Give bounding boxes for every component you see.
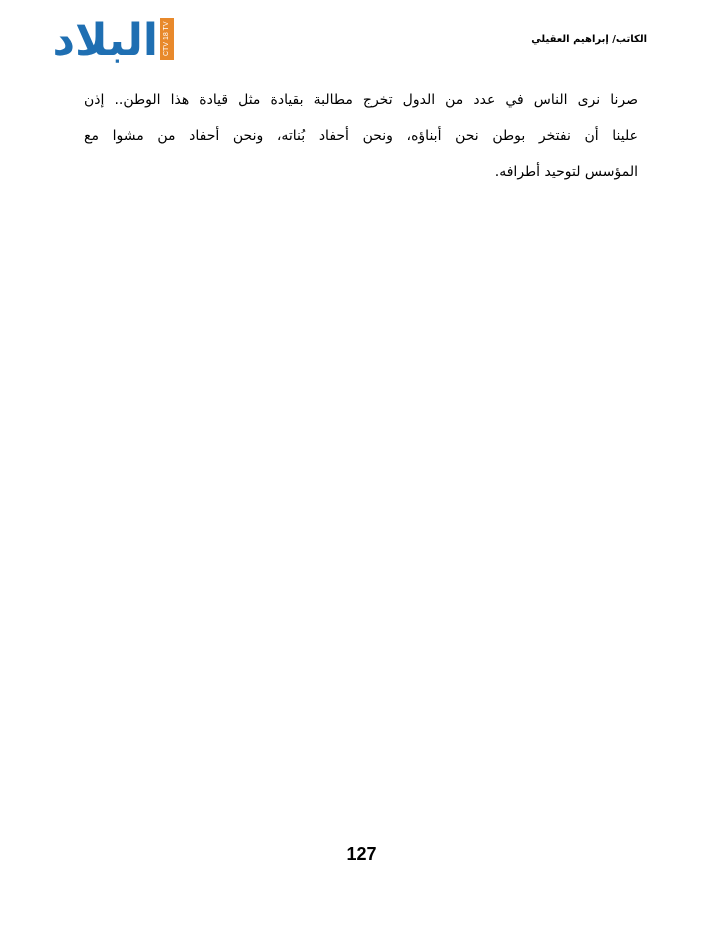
logo-wordmark: البلاد: [52, 15, 158, 66]
paragraph-line: المؤسس لتوحيد أطرافه.: [494, 164, 638, 180]
logo-tag: CTV 18 TV: [160, 18, 174, 60]
body-text: [84, 82, 638, 190]
page-number: 127: [346, 844, 377, 864]
paragraph-line: علينا أن نفتخر بوطن نحن أبناؤه، ونحن أحفاد بُناته، ونحن أحفاد من مشوا مع: [84, 128, 638, 144]
author-line: الكاتب/ إبراهيم العقيلي: [531, 34, 647, 45]
paragraph-line: صرنا نرى الناس في عدد من الدول تخرج مطالبة بقيادة مثل قيادة هذا الوطن.. إذن: [84, 92, 638, 108]
logo: [48, 16, 174, 66]
